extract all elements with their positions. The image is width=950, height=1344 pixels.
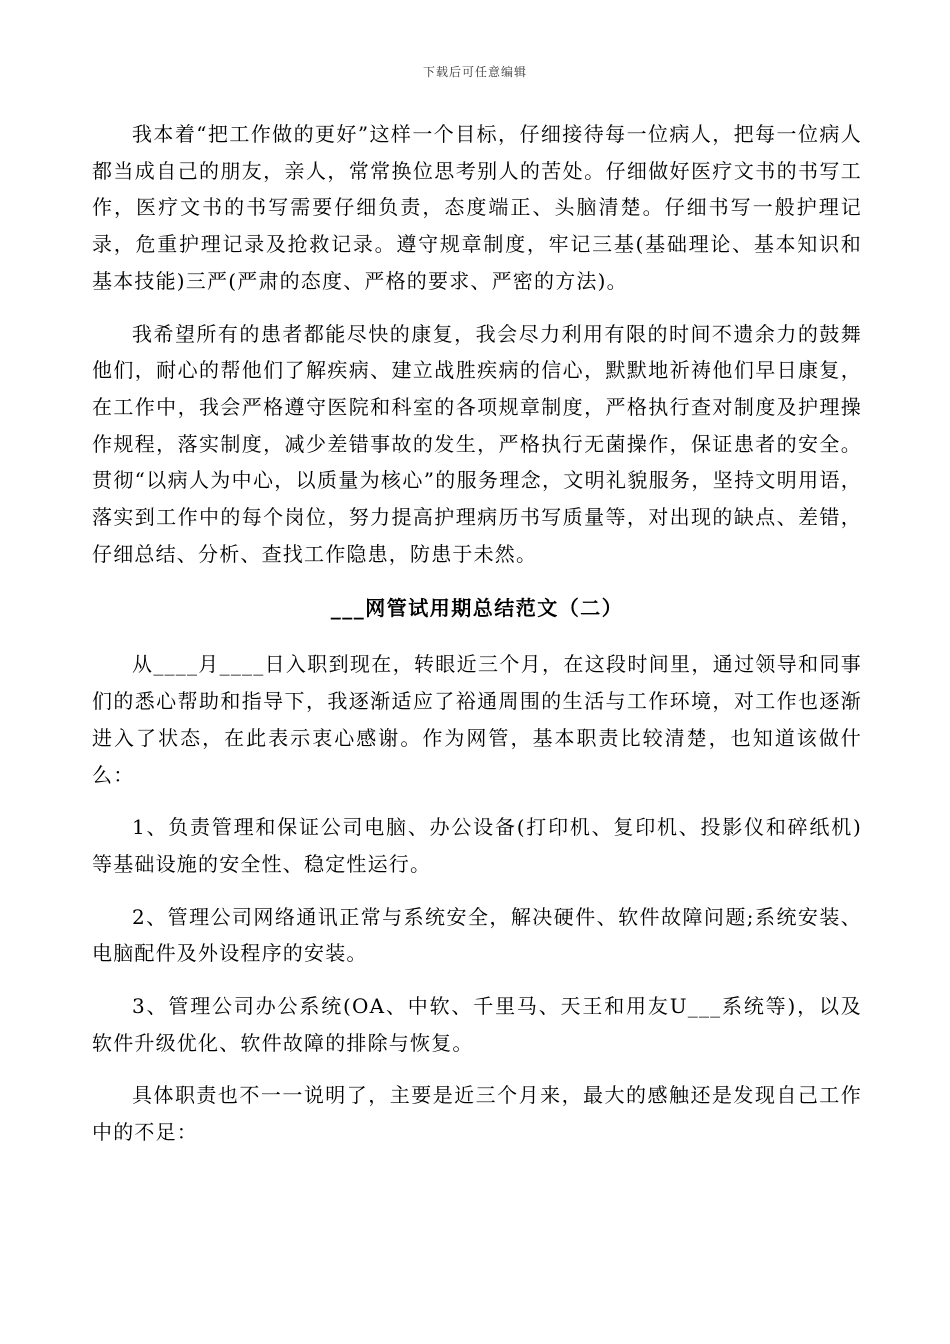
page-header-note: 下载后可任意编辑 — [422, 65, 527, 79]
paragraph-patient-recovery: 我希望所有的患者都能尽快的康复，我会尽力利用有限的时间不遗余力的鼓舞他们，耐心的帮他们了解疾病、建立战胜疾病的信心，默默地祈祷他们早日康复，在工作中，我会严格遵守医院和科室的各项规章制度，严格执行查对制度及护理操作规程，落实制度，减少差错事故的发生，严格执行无菌操作，保证患者的安全。贯彻“以病人为中心，以质量为核心”的服务理念，文明礼貌服务，坚持文明用语，落实到工作中的每个岗位，努力提高护理病历书写质量等，对出现的缺点、差错，仔细总结、分析、查找工作隐患，防患于未然。 — [92, 321, 862, 566]
paragraph-duty-3: 3、管理公司办公系统(OA、中软、千里马、天王和用友U___系统等)，以及软件升级优化、软件故障的排除与恢复。 — [92, 994, 862, 1055]
paragraph-shortcomings: 具体职责也不一一说明了，主要是近三个月来，最大的感触还是发现自己工作中的不足： — [92, 1083, 862, 1145]
document-body — [92, 116, 862, 1167]
paragraph-duty-2: 2、管理公司网络通讯正常与系统安全，解决硬件、软件故障问题;系统安装、电脑配件及外设程序的安装。 — [92, 904, 862, 966]
paragraph-intro: 从____月____日入职到现在，转眼近三个月，在这段时间里，通过领导和同事们的悉心帮助和指导下，我逐渐适应了裕通周围的生活与工作环境，对工作也逐渐进入了状态，在此表示衷心感谢。作为网管，基本职责比较清楚，也知道该做什么： — [92, 652, 862, 787]
paragraph-patient-care: 我本着“把工作做的更好”这样一个目标，仔细接待每一位病人，把每一位病人都当成自己的朋友，亲人，常常换位思考别人的苦处。仔细做好医疗文书的书写工作，医疗文书的书写需要仔细负责，态度端正、头脑清楚。仔细书写一般护理记录，危重护理记录及抢救记录。遵守规章制度，牢记三基(基础理论、基本知识和基本技能)三严(严肃的态度、严格的要求、严密的方法)。 — [92, 122, 862, 293]
section-title: ___网管试用期总结范文（二） — [330, 596, 624, 621]
paragraph-duty-1: 1、负责管理和保证公司电脑、办公设备(打印机、复印机、投影仪和碎纸机)等基础设施的安全性、稳定性运行。 — [92, 815, 862, 876]
